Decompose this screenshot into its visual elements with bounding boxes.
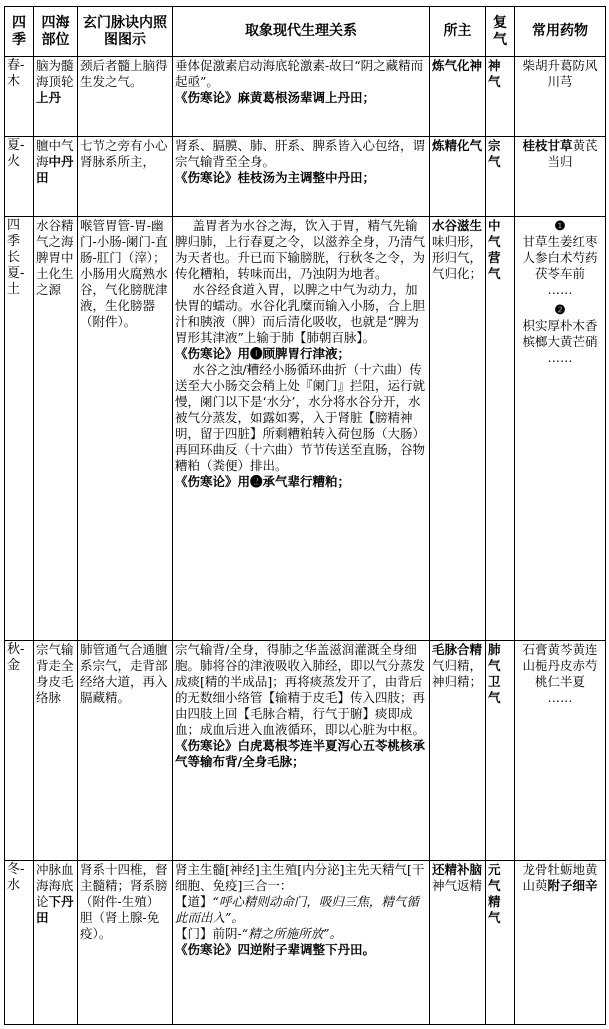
herbs-group-2: 枳实厚朴木香槟榔大黄芒硝	[522, 318, 598, 349]
formula-2	[175, 474, 427, 490]
season-cell: 夏-火	[5, 137, 34, 217]
table-row-late-summer	[5, 217, 606, 641]
header-season: 四季	[5, 7, 34, 57]
master-bold: 还精补脑	[432, 862, 483, 877]
master-cell	[430, 861, 486, 1025]
formula-text: 《伤寒论》四逆附子辈调整下丹田	[175, 942, 363, 957]
marker-2-icon: ❷	[250, 474, 263, 489]
header-physiology: 取象现代生理关系	[173, 7, 430, 57]
master-bold: 水谷滋生	[432, 218, 483, 233]
master-cell: 炼气化神	[430, 57, 486, 137]
physiology-text: 宗气输背/全身，得肺之华盖滋润灌溉全身细胞。肺将谷的津液吸收入肺经，即以气分蒸发成痰[精的半成品]；再将痰蒸发开了，由背后的无数细小络管【输精于皮毛】传入四肢；再由四肢上回【毛脉合精，行气于腑】痰即成血；成血后进入血液循环，即以心脏为中枢。	[175, 642, 426, 737]
physiology-cell	[173, 217, 430, 641]
master-text: 神气返精	[432, 878, 483, 893]
paragraph-2: 水谷经食道入胃，以脾之中气为动力，加快胃的蠕动。水谷化乳糜而输入小肠，合上胆汁和胰液（脾）而后清化吸收，也就是“脾为胃形其津液”上输于肺【肺朝百脉】。	[175, 282, 426, 345]
herbs-ellipsis-2: ……	[547, 350, 573, 365]
physiology-text: 肾系、膈膜、肺、肝系、脾系皆入心包络，谓宗气输背至全身。	[175, 138, 426, 169]
sea-text: 冲脉血海海底论	[36, 862, 74, 909]
season-cell: 冬-水	[5, 861, 34, 1025]
table-row-spring	[5, 57, 606, 137]
physiology-formula: 《伤寒论》桂枝汤为主调整中丹田	[175, 170, 363, 185]
formula-1	[175, 346, 427, 362]
diagram-cell: 七节之旁有小心肾脉系所主，	[78, 137, 173, 217]
header-diagram: 玄门脉诀内照图图示	[78, 7, 173, 57]
herbs-group-1: 甘草生姜红枣人参白术芍药茯苓车前	[522, 234, 598, 281]
herbs-cell	[515, 217, 606, 641]
marker-2-icon: ❷	[554, 302, 566, 317]
herbs-ellipsis: ……	[547, 690, 573, 705]
tcm-four-seas-table	[4, 6, 606, 1025]
herbs-text: 石膏黄芩黄连山栀丹皮赤芍桃仁半夏	[522, 642, 598, 689]
season-cell: 春-木	[5, 57, 34, 137]
sea-dantian: 上丹	[36, 90, 62, 105]
diagram-cell: 喉管胃管-胃-幽门-小肠-阑门-直肠-肛门（滓）；小肠用火腐熟水谷，气化膀胱津液，生化膀器（附件）。	[78, 217, 173, 641]
physiology-formula: 《伤寒论》麻黄葛根汤辈调上丹田	[175, 90, 363, 105]
master-text: 气归精，神归精；	[432, 658, 483, 689]
sea-cell	[34, 137, 78, 217]
formula-end: ；	[362, 170, 376, 185]
physiology-cell	[173, 137, 430, 217]
header-qi: 复气	[486, 7, 515, 57]
sea-cell	[34, 57, 78, 137]
qi-cell: 中气营气	[486, 217, 515, 641]
formula-end: ；	[292, 754, 305, 769]
herbs-bold: 附子细辛	[547, 878, 598, 893]
formula-2-end: ；	[337, 474, 351, 489]
herbs-cell	[515, 641, 606, 861]
herbs-cell	[515, 137, 606, 217]
formula-1-prefix: 《伤寒论》用	[175, 346, 251, 361]
formula-2-prefix: 《伤寒论》用	[175, 474, 251, 489]
formula-1-text: 顾脾胃行津液	[262, 346, 338, 361]
formula-end: 。	[362, 942, 376, 957]
paragraph-1: 盖胃者为水谷之海，饮入于胃，精气先输脾归肺，上行春夏之令，以滋养全身，乃清气为天者也。升已而下输膀胱，行秋冬之令，为传化糟粕，转味而出，乃浊阴为地者。	[175, 218, 426, 281]
season-cell: 四季长夏-土	[5, 217, 34, 641]
marker-1-icon: ❶	[250, 346, 263, 361]
header-master: 所主	[430, 7, 486, 57]
sea-text: 膻中气海	[36, 138, 74, 169]
master-cell: 炼精化气	[430, 137, 486, 217]
marker-1-icon: ❶	[554, 218, 566, 233]
dao-line	[175, 894, 427, 926]
herbs-cell: 柴胡升葛防风川芎	[515, 57, 606, 137]
physiology-text: 垂体促激素启动海底轮激素-故曰“阴之藏精而起亟”。	[175, 58, 424, 89]
master-cell	[430, 641, 486, 861]
master-cell	[430, 217, 486, 641]
dao-quote: “呼心精则动命门，吸归三焦，精气循此而出入”。	[175, 894, 419, 925]
physiology-formula	[175, 942, 427, 958]
physiology-cell	[173, 861, 430, 1025]
formula-1-end: ；	[337, 346, 351, 361]
men-quote: “精之所施所放”。	[241, 926, 343, 941]
header-sea-location: 四海部位	[34, 7, 78, 57]
qi-cell: 宗气	[486, 137, 515, 217]
table-row-summer	[5, 137, 606, 217]
physiology-formula: 《伤寒论》白虎葛根芩连半夏泻心五苓桃核承气等输布背/全身毛脉	[175, 738, 426, 769]
sea-dantian: 中丹田	[36, 154, 74, 185]
physiology-cell	[173, 57, 430, 137]
table-row-autumn	[5, 641, 606, 861]
diagram-cell: 肺管通气合通膻系宗气，走背部经络大道，再入膈藏精。	[78, 641, 173, 861]
physiology-cell	[173, 641, 430, 861]
men-label: 【门】前阴-	[175, 926, 242, 941]
sea-dantian: 下丹田	[36, 894, 74, 925]
diagram-cell: 肾系十四椎，督主髓精；肾系膀（附件-生殖）胆（肾上腺-免疫）。	[78, 861, 173, 1025]
formula-2-text: 承气辈行糟粕	[262, 474, 338, 489]
physiology-text: 肾主生髓[神经]主生殖[内分泌]主先天精气[干细胞、免疫]三合一：	[175, 862, 425, 893]
qi-cell: 元气精气	[486, 861, 515, 1025]
sea-cell: 水谷精气之海脾胃中土化生之源	[34, 217, 78, 641]
header-herbs: 常用药物	[515, 7, 606, 57]
table-row-winter	[5, 861, 606, 1025]
season-cell: 秋-金	[5, 641, 34, 861]
herbs-text: 黄芪当归	[547, 138, 598, 169]
sea-cell	[34, 861, 78, 1025]
herbs-ellipsis-1: ……	[547, 282, 573, 297]
header-row	[5, 7, 606, 57]
sea-cell: 宗气输背走全身皮毛络脉	[34, 641, 78, 861]
men-line	[175, 926, 427, 942]
paragraph-3: 水谷之浊/糟经小肠循环曲折（十六曲）传送至大小肠交会稍上处『阑门』拦阻，运行就慢，阑门以下是‘水分’，水分将水谷分开，水被气分蒸发，如露如雾，入于肾脏【膀精神明，留于四脏】所剩糟粕转入荷包肠（大肠）再回环曲反（十六曲）节节传送至直肠，谷物糟粕（粪便）排出。	[175, 362, 426, 473]
formula-end: ；	[362, 90, 376, 105]
master-bold: 毛脉合精	[432, 642, 483, 657]
master-text: 味归形，形归气，气归化；	[432, 234, 483, 281]
herbs-text: 龙骨牡蛎地黄山萸	[522, 862, 598, 893]
dao-label: 【道】	[175, 894, 213, 909]
herbs-bold: 桂枝甘草	[522, 138, 573, 153]
qi-cell: 神气	[486, 57, 515, 137]
sea-text: 脑为髓海顶轮	[36, 58, 74, 89]
qi-cell: 肺气卫气	[486, 641, 515, 861]
herbs-cell	[515, 861, 606, 1025]
diagram-cell: 颈后者髓上脑得生发之气。	[78, 57, 173, 137]
